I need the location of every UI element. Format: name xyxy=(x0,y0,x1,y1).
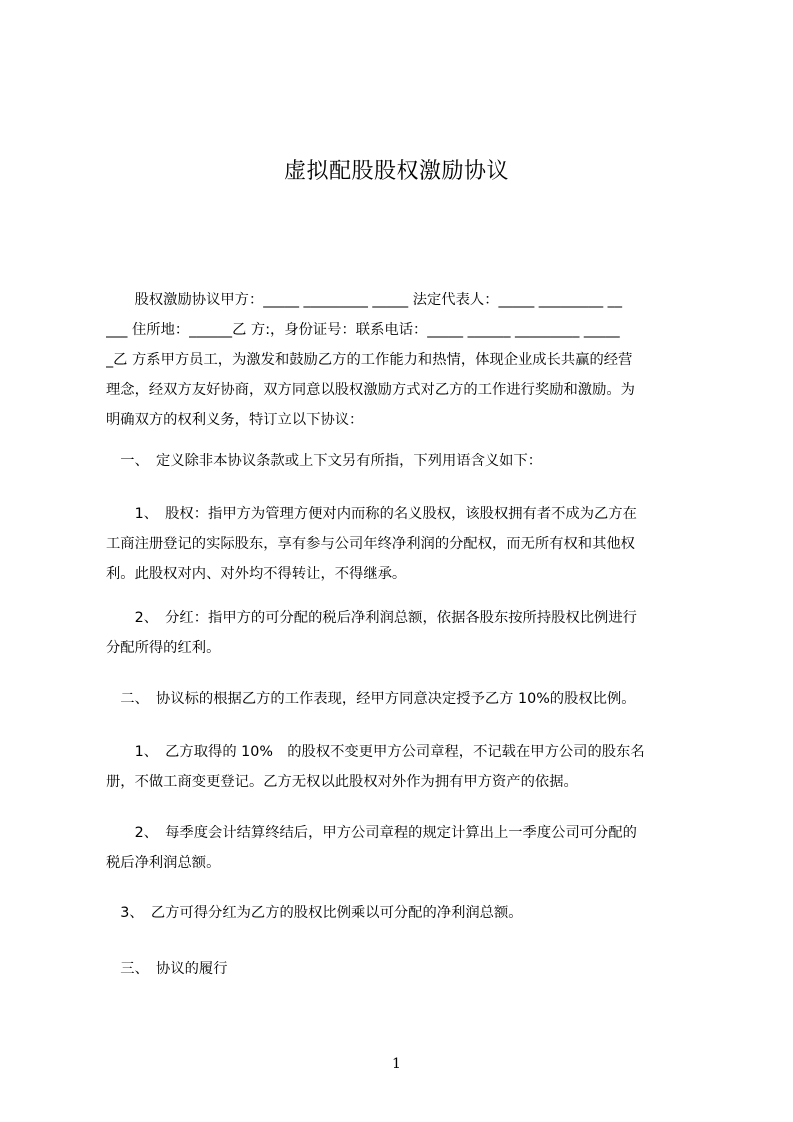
section-heading-2: 二、 协议标的根据乙方的工作表现，经甲方同意决定授予乙方 10%的股权比例。 xyxy=(106,691,636,707)
intro-line: 理念，经双方友好协商，双方同意以股权激励方式对乙方的工作进行奖励和激励。为 xyxy=(106,382,635,398)
section-heading-1: 一、 定义除非本协议条款或上下文另有所指，下列用语含义如下： xyxy=(106,453,543,469)
page-number: 1 xyxy=(392,1056,401,1072)
clause-line: 税后净利润总额。 xyxy=(106,855,221,871)
clause-1-1 xyxy=(106,499,702,589)
clause-line: 1、 乙方取得的 10% 的股权不变更甲方公司章程，不记载在甲方公司的股东名 xyxy=(106,744,645,760)
document-title: 虚拟配股股权激励协议 xyxy=(283,158,509,184)
intro-line: 股权激励协议甲方：_____ _________ _____ 法定代表人：_____ _________ __ xyxy=(106,292,622,308)
intro-line: _乙 方系甲方员工，为激发和鼓励乙方的工作能力和热情，体现企业成长共赢的经营 xyxy=(106,352,633,368)
intro-paragraph xyxy=(106,285,702,435)
intro-line: 明确双方的权利义务，特订立以下协议： xyxy=(106,412,364,428)
clause-line: 1、 股权：指甲方为管理方便对内而称的名义股权，该股权拥有者不成为乙方在 xyxy=(106,506,637,522)
clause-line: 册，不做工商变更登记。乙方无权以此股权对外作为拥有甲方资产的依据。 xyxy=(106,774,578,790)
clause-line: 工商注册登记的实际股东，享有参与公司年终净利润的分配权，而无所有权和其他权 xyxy=(106,536,635,552)
clause-2-3: 3、 乙方可得分红为乙方的股权比例乘以可分配的净利润总额。 xyxy=(106,905,523,921)
clause-1-2 xyxy=(106,603,702,663)
clause-2-2 xyxy=(106,818,702,878)
clause-line: 2、 每季度会计结算终结后，甲方公司章程的规定计算出上一季度公司可分配的 xyxy=(106,825,637,841)
intro-line: ___ 住所地：______乙 方:，身份证号：联系电话：_____ ______ _________ _____ xyxy=(106,322,620,338)
clause-line: 利。此股权对内、对外均不得转让，不得继承。 xyxy=(106,566,407,582)
clause-line: 分配所得的红利。 xyxy=(106,640,221,656)
clause-line: 2、 分红：指甲方的可分配的税后净利润总额，依据各股东按所持股权比例进行 xyxy=(106,610,637,626)
clause-2-1 xyxy=(106,737,702,797)
section-heading-3: 三、 协议的履行 xyxy=(106,961,228,977)
